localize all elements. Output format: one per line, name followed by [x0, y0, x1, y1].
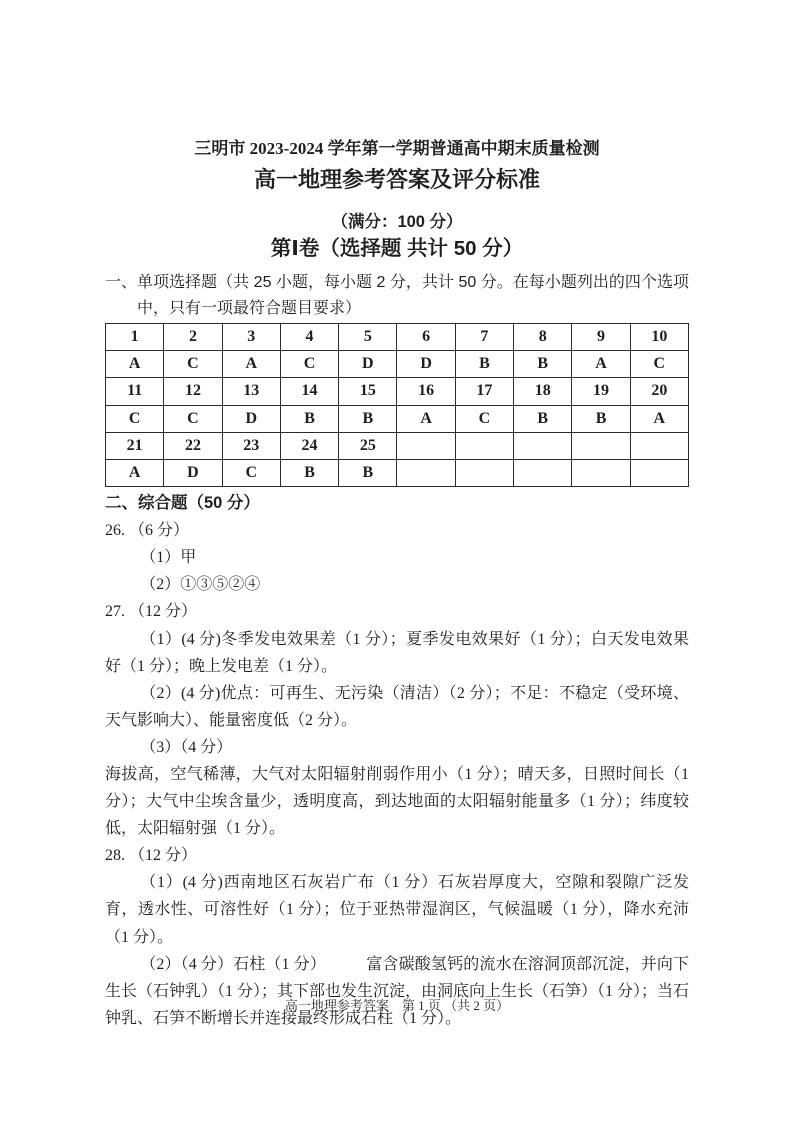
q27-answer-3: 海拔高，空气稀薄，大气对太阳辐射削弱作用小（1 分）；晴天多，日照时间长（1 分）；大气中尘埃含量少，透明度高，到达地面的太阳辐射能量多（1 分）；纬度较低，太阳辐射强（1 分）。 [105, 765, 689, 838]
answer-cell: 19 [572, 378, 630, 405]
page-footer: 高一地理参考答案 第 1 页 （共 2 页） [284, 998, 510, 1013]
answer-cell: 2 [164, 324, 222, 351]
part1-heading: 第Ⅰ卷（选择题 共计 50 分） [270, 237, 524, 260]
answer-cell: 12 [164, 378, 222, 405]
q28-answer-1: （1）(4 分)西南地区石灰岩广布（1 分）石灰岩厚度大，空隙和裂隙广泛发育，透水性、可溶性好（1 分）；位于亚热带湿润区，气候温暖（1 分），降水充沛（1 分）。 [105, 874, 689, 946]
answer-cell [514, 459, 572, 486]
answer-cell [630, 459, 688, 486]
q28-label: 28. （12 分） [105, 847, 198, 865]
answer-cell: 21 [106, 432, 164, 459]
answer-cell: D [339, 351, 397, 378]
answer-cell: B [339, 405, 397, 432]
answer-cell: 25 [339, 432, 397, 459]
table-row [106, 324, 689, 351]
answer-cell: 11 [106, 378, 164, 405]
answer-cell: 4 [280, 324, 338, 351]
answer-table [105, 323, 689, 487]
answer-cell: 7 [455, 324, 513, 351]
answer-cell: A [572, 351, 630, 378]
answer-cell: A [630, 405, 688, 432]
exam-title: 三明市 2023-2024 学年第一学期普通高中期末质量检测 [194, 139, 600, 158]
table-row [106, 405, 689, 432]
answer-cell: 17 [455, 378, 513, 405]
q26-answer-1: （1）甲 [140, 549, 197, 567]
answer-cell [572, 459, 630, 486]
answer-cell [630, 432, 688, 459]
answer-cell: B [514, 405, 572, 432]
answer-cell: D [164, 459, 222, 486]
table-row [106, 459, 689, 486]
q26-label: 26. （6 分） [105, 522, 190, 540]
answer-cell: 3 [222, 324, 280, 351]
table-row [106, 432, 689, 459]
q27-answer-3-label: （3）（4 分） [140, 738, 233, 756]
answer-cell: C [455, 405, 513, 432]
q28-answer-2: （2）（4 分）石柱（1 分） 富含碳酸氢钙的流水在溶洞顶部沉淀，并向下生长（石钟乳）（1 分）；其下部也发生沉淀，由洞底向上生长（石笋）（1 分）；当石钟乳、石笋不断增长并连接最终形成石柱（1 分）。 [105, 955, 690, 1027]
answer-cell: A [106, 459, 164, 486]
answer-key-title: 高一地理参考答案及评分标准 [253, 167, 540, 192]
answer-cell: B [572, 405, 630, 432]
answer-cell [397, 432, 455, 459]
answer-cell: B [339, 459, 397, 486]
part2-heading: 二、综合题（50 分） [105, 494, 260, 513]
answer-cell: D [397, 351, 455, 378]
q27-answer-1: （1）(4 分)冬季发电效果差（1 分）；夏季发电效果好（1 分）；白天发电效果好（1 分）；晚上发电差（1 分）。 [105, 630, 689, 675]
answer-cell: C [630, 351, 688, 378]
answer-cell: B [280, 405, 338, 432]
answer-cell: 18 [514, 378, 572, 405]
answer-cell: C [222, 459, 280, 486]
answer-cell: 22 [164, 432, 222, 459]
answer-cell: A [397, 405, 455, 432]
full-score-note: （满分：100 分） [331, 213, 463, 231]
answer-cell [455, 459, 513, 486]
answer-cell: C [164, 405, 222, 432]
page-content [105, 0, 689, 1032]
answer-cell: 20 [630, 378, 688, 405]
answer-cell: 24 [280, 432, 338, 459]
q27-answer-2: （2）(4 分)优点：可再生、无污染（清洁）（2 分）；不足：不稳定（受环境、天气影响大）、能量密度低（2 分）。 [105, 684, 689, 729]
table-row [106, 378, 689, 405]
answer-cell: 8 [514, 324, 572, 351]
answer-cell [397, 459, 455, 486]
answer-cell [455, 432, 513, 459]
mcq-instructions: 一、单项选择题（共 25 小题，每小题 2 分，共计 50 分。在每小题列出的四个选项中，只有一项最符合题目要求） [105, 274, 689, 317]
q26-answer-2: （2）①③⑤②④ [140, 576, 261, 594]
answer-cell: B [280, 459, 338, 486]
answer-cell: C [106, 405, 164, 432]
answer-cell: C [280, 351, 338, 378]
answer-cell: A [222, 351, 280, 378]
answer-cell [514, 432, 572, 459]
answer-cell: 10 [630, 324, 688, 351]
answer-cell [572, 432, 630, 459]
answer-cell: 14 [280, 378, 338, 405]
answer-cell: 1 [106, 324, 164, 351]
answer-cell: 23 [222, 432, 280, 459]
answer-table-body [106, 324, 689, 487]
answer-cell: D [222, 405, 280, 432]
answer-cell: C [164, 351, 222, 378]
answer-cell: 9 [572, 324, 630, 351]
answer-cell: 16 [397, 378, 455, 405]
answer-cell: 13 [222, 378, 280, 405]
answer-cell: A [106, 351, 164, 378]
table-row [106, 351, 689, 378]
answer-cell: 5 [339, 324, 397, 351]
answer-cell: B [514, 351, 572, 378]
answer-cell: 15 [339, 378, 397, 405]
answer-cell: 6 [397, 324, 455, 351]
q27-label: 27. （12 分） [105, 603, 198, 621]
answer-cell: B [455, 351, 513, 378]
